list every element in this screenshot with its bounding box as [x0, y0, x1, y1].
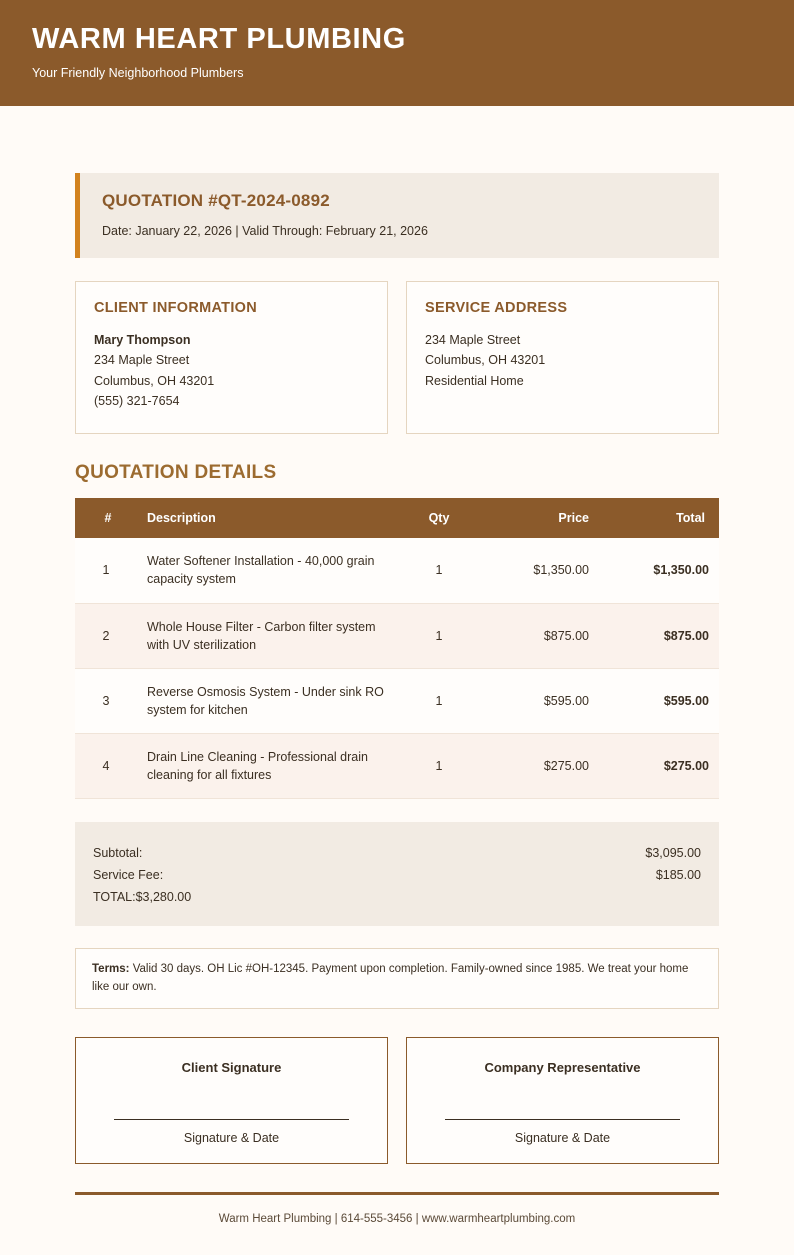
- subtotal-value: $3,095.00: [645, 846, 701, 861]
- page-footer: [75, 1192, 719, 1255]
- signatures-section: [75, 1037, 719, 1164]
- service-address-heading: SERVICE ADDRESS: [425, 299, 568, 316]
- line-item-number: 3: [75, 668, 137, 733]
- terms-text: Valid 30 days. OH Lic #OH-12345. Payment upon completion. Family-owned since 1985. We treat your home like our own.: [92, 963, 689, 993]
- line-item-total: $1,350.00: [599, 538, 719, 603]
- column-header-number: #: [75, 498, 137, 538]
- line-item-description: Whole House Filter - Carbon filter system with UV sterilization: [137, 603, 395, 668]
- quotation-banner: [75, 173, 719, 258]
- table-row: [75, 668, 719, 733]
- client-name: Mary Thompson: [94, 332, 191, 347]
- grand-total-row: TOTAL:$3,280.00: [93, 890, 192, 905]
- client-signature-box[interactable]: [75, 1037, 388, 1164]
- client-city-state-zip: Columbus, OH 43201: [94, 373, 215, 388]
- company-name: WARM HEART PLUMBING: [32, 23, 406, 55]
- table-header-row: [75, 498, 719, 538]
- company-signature-caption: Signature & Date: [514, 1130, 611, 1145]
- column-header-total: Total: [599, 498, 719, 538]
- line-item-qty: 1: [395, 668, 483, 733]
- company-tagline: Your Friendly Neighborhood Plumbers: [32, 65, 244, 80]
- line-item-total: $595.00: [599, 668, 719, 733]
- line-item-number: 1: [75, 538, 137, 603]
- footer-contact-text: Warm Heart Plumbing | 614-555-3456 | www.warmheartplumbing.com: [218, 1212, 576, 1225]
- service-fee-label: Service Fee:: [93, 868, 164, 883]
- line-item-total: $275.00: [599, 734, 719, 799]
- company-signature-box[interactable]: [406, 1037, 719, 1164]
- quotation-number-heading: QUOTATION #QT-2024-0892: [102, 190, 330, 210]
- line-item-total: $875.00: [599, 603, 719, 668]
- quotation-details-heading: QUOTATION DETAILS: [75, 462, 277, 484]
- line-items-table-header: [75, 498, 719, 538]
- line-item-number: 4: [75, 734, 137, 799]
- client-information-box: [75, 281, 388, 435]
- subtotal-label: Subtotal:: [93, 846, 143, 861]
- client-signature-caption: Signature & Date: [183, 1130, 280, 1145]
- client-phone: (555) 321-7654: [94, 393, 180, 408]
- page-header: [0, 0, 794, 106]
- client-information-heading: CLIENT INFORMATION: [94, 299, 258, 316]
- service-address-box: [406, 281, 719, 435]
- service-fee-value: $185.00: [655, 868, 701, 883]
- company-signature-line[interactable]: [445, 1119, 680, 1120]
- line-item-qty: 1: [395, 603, 483, 668]
- line-item-qty: 1: [395, 734, 483, 799]
- document-body: [0, 173, 794, 1255]
- totals-box: [75, 822, 719, 926]
- line-item-description: Drain Line Cleaning - Professional drain cleaning for all fixtures: [137, 734, 395, 799]
- line-items-table-body: [75, 538, 719, 799]
- line-item-price: $275.00: [483, 734, 599, 799]
- line-item-price: $875.00: [483, 603, 599, 668]
- service-city-state-zip: Columbus, OH 43201: [425, 353, 546, 368]
- line-item-price: $1,350.00: [483, 538, 599, 603]
- service-street: 234 Maple Street: [425, 332, 521, 347]
- line-item-qty: 1: [395, 538, 483, 603]
- table-row: [75, 734, 719, 799]
- client-street: 234 Maple Street: [94, 353, 190, 368]
- client-signature-line[interactable]: [114, 1119, 349, 1120]
- terms-label: Terms:: [92, 963, 130, 976]
- quotation-dates: Date: January 22, 2026 | Valid Through: February 21, 2026: [102, 223, 428, 238]
- service-property-type: Residential Home: [425, 373, 524, 388]
- company-signature-title: Company Representative: [484, 1059, 641, 1075]
- line-item-price: $595.00: [483, 668, 599, 733]
- service-fee-row: [93, 864, 701, 886]
- subtotal-row: [93, 842, 701, 864]
- table-row: [75, 538, 719, 603]
- line-item-description: Reverse Osmosis System - Under sink RO system for kitchen: [137, 668, 395, 733]
- column-header-description: Description: [137, 498, 395, 538]
- parties-section: [75, 281, 719, 435]
- column-header-price: Price: [483, 498, 599, 538]
- column-header-qty: Qty: [395, 498, 483, 538]
- table-row: [75, 603, 719, 668]
- terms-box: [75, 948, 719, 1009]
- client-signature-title: Client Signature: [181, 1059, 282, 1075]
- line-item-number: 2: [75, 603, 137, 668]
- line-item-description: Water Softener Installation - 40,000 grain capacity system: [137, 538, 395, 603]
- line-items-table: [75, 498, 719, 799]
